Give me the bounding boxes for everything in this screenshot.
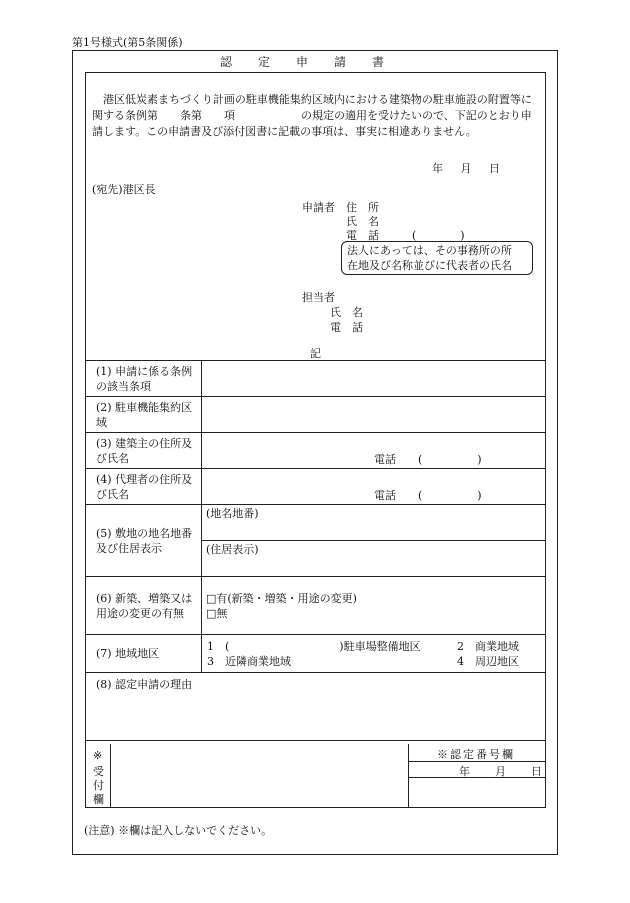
certification-divider-1 xyxy=(409,761,546,762)
item-1-field[interactable] xyxy=(202,361,546,397)
item-7-field xyxy=(202,635,546,673)
form-title: 認定申請書 xyxy=(219,55,410,69)
application-statement: 港区低炭素まちづくり計画の駐車機能集約区域内における建築物の駐車施設の附置等に関する条例第 条第 項 の規定の適用を受けたいので、下記のとおり申請します。この申請書及び添付図書に記載の事項は、事実に相違ありません。 xyxy=(92,93,532,138)
item-5-label: (5) 敷地の地名地番及び住居表示 xyxy=(86,505,202,577)
contact-phone-label: 電 話 xyxy=(330,321,363,334)
corporation-note-line1: 法人にあっては、その事務所の所 xyxy=(347,244,512,257)
date-month-label: 月 xyxy=(460,162,472,175)
table-row xyxy=(86,397,546,433)
zone-option-1[interactable]: 1 ( )駐車場整備地区 xyxy=(207,639,421,653)
applicant-name-label: 氏 名 xyxy=(346,215,379,228)
certification-day: 日 xyxy=(531,765,542,778)
item-4-field[interactable] xyxy=(202,469,546,505)
checkbox-no[interactable]: □無 xyxy=(206,606,228,620)
receipt-char-2: 受 xyxy=(93,765,104,778)
item-2-field[interactable] xyxy=(202,397,546,433)
item-8-label: (8) 認定申請の理由 xyxy=(96,678,193,691)
item-5-residence-field[interactable] xyxy=(202,541,546,577)
receipt-char-4: 欄 xyxy=(93,793,104,806)
item-7-label: (7) 地域地区 xyxy=(86,635,202,673)
item-3-label: (3) 建築主の住所及び氏名 xyxy=(86,433,202,469)
item-5-lot-label: (地名地番) xyxy=(206,507,259,520)
date-year-label: 年 xyxy=(432,162,443,175)
receipt-char-1: ※ xyxy=(93,749,103,762)
application-date[interactable] xyxy=(432,160,500,176)
item-2-label: (2) 駐車機能集約区域 xyxy=(86,397,202,433)
table-row xyxy=(86,469,546,505)
zone-option-2[interactable]: 2 商業地域 xyxy=(457,639,519,653)
zone-option-4[interactable]: 4 周辺地区 xyxy=(457,654,519,668)
items-table xyxy=(85,360,546,741)
item-6-field xyxy=(202,577,546,635)
certification-number-field[interactable] xyxy=(409,778,546,808)
corporation-note xyxy=(341,241,533,275)
footer-note: (注意) ※欄は記入しないでください。 xyxy=(84,824,273,837)
certification-year: 年 xyxy=(459,765,470,778)
item-5-lot-field[interactable] xyxy=(202,505,546,541)
applicant-phone-label: 電 話 xyxy=(346,229,379,242)
certification-month: 月 xyxy=(495,765,506,778)
table-row xyxy=(86,635,546,673)
receipt-label-column xyxy=(85,744,111,808)
addressee: (宛先)港区長 xyxy=(92,183,156,196)
table-row xyxy=(86,361,546,397)
table-row xyxy=(86,505,546,541)
contact-person-label: 担当者 xyxy=(302,291,335,304)
item-4-phone: 電話 ( ) xyxy=(374,489,482,502)
item-4-label: (4) 代理者の住所及び氏名 xyxy=(86,469,202,505)
checkbox-yes[interactable]: □有(新築・増築・用途の変更) xyxy=(206,591,357,605)
item-3-field[interactable] xyxy=(202,433,546,469)
applicant-label: 申請者 xyxy=(302,201,335,214)
corporation-note-line2: 在地及び名称並びに代表者の氏名 xyxy=(347,259,512,272)
item-1-label: (1) 申請に係る条例の該当条項 xyxy=(86,361,202,397)
applicant-phone-field[interactable]: ( ) xyxy=(412,229,465,242)
receipt-char-3: 付 xyxy=(93,779,104,792)
table-row xyxy=(86,577,546,635)
zone-option-3[interactable]: 3 近隣商業地域 xyxy=(207,654,291,668)
receipt-field[interactable] xyxy=(111,744,408,808)
table-row xyxy=(86,433,546,469)
item-5-residence-label: (住居表示) xyxy=(206,543,259,556)
applicant-address-label: 住 所 xyxy=(346,201,379,214)
contact-name-label: 氏 名 xyxy=(330,306,363,319)
date-day-label: 日 xyxy=(489,162,500,175)
table-row xyxy=(86,673,546,741)
item-3-phone: 電話 ( ) xyxy=(374,453,482,466)
certification-number-box xyxy=(408,744,546,808)
item-6-label: (6) 新築、増築又は用途の変更の有無 xyxy=(86,577,202,635)
certification-number-label: ※認定番号欄 xyxy=(437,748,515,761)
receipt-area xyxy=(85,744,546,808)
form-number: 第1号様式(第5条関係) xyxy=(72,36,183,49)
ki-heading: 記 xyxy=(310,347,321,360)
item-8-field[interactable] xyxy=(86,673,546,741)
